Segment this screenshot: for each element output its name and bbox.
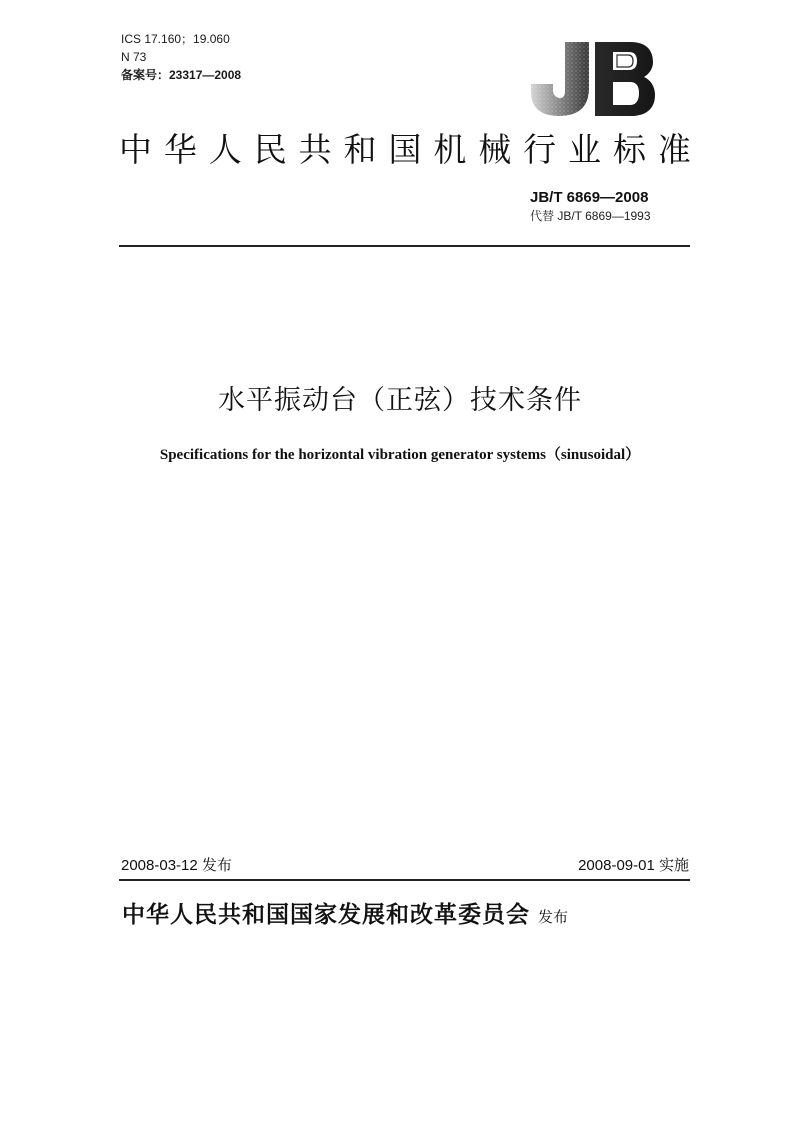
title-char: 械 [478,130,512,169]
publish-label: 发布 [538,908,569,926]
issuing-authority [122,898,682,934]
replaces-standard: 代替 JB/T 6869—1993 [530,209,651,223]
ics-code: ICS 17.160；19.060 [121,32,230,46]
title-char: 华 [163,130,197,169]
title-char: 国 [388,130,422,169]
classification-block [121,30,241,84]
standard-number: JB/T 6869—2008 [530,189,649,206]
industry-standard-title [119,128,691,172]
jb-logo [527,38,657,118]
header-divider [119,245,690,247]
title-char: 中 [119,130,152,169]
title-char: 机 [433,130,467,169]
filing-number: 备案号：23317—2008 [121,68,242,82]
title-char: 业 [568,130,602,169]
title-char: 共 [298,130,332,169]
issuer-name: 中华人民共和国国家发展和改革委员会 [122,902,530,928]
title-char: 人 [208,130,242,169]
footer-divider [119,879,690,881]
title-char: 和 [343,130,377,169]
title-char: 准 [657,130,691,169]
ccs-code: N 73 [121,50,147,64]
document-title-chinese: 水平振动台（正弦）技术条件 [218,385,582,416]
title-char: 行 [523,130,557,169]
document-title-english: Specifications for the horizontal vibration generator systems（sinusoidal） [159,447,641,463]
title-char: 民 [253,130,287,169]
title-char: 标 [612,130,646,169]
implementation-date: 2008-09-01 实施 [578,857,689,874]
issue-date: 2008-03-12 发布 [121,857,232,874]
